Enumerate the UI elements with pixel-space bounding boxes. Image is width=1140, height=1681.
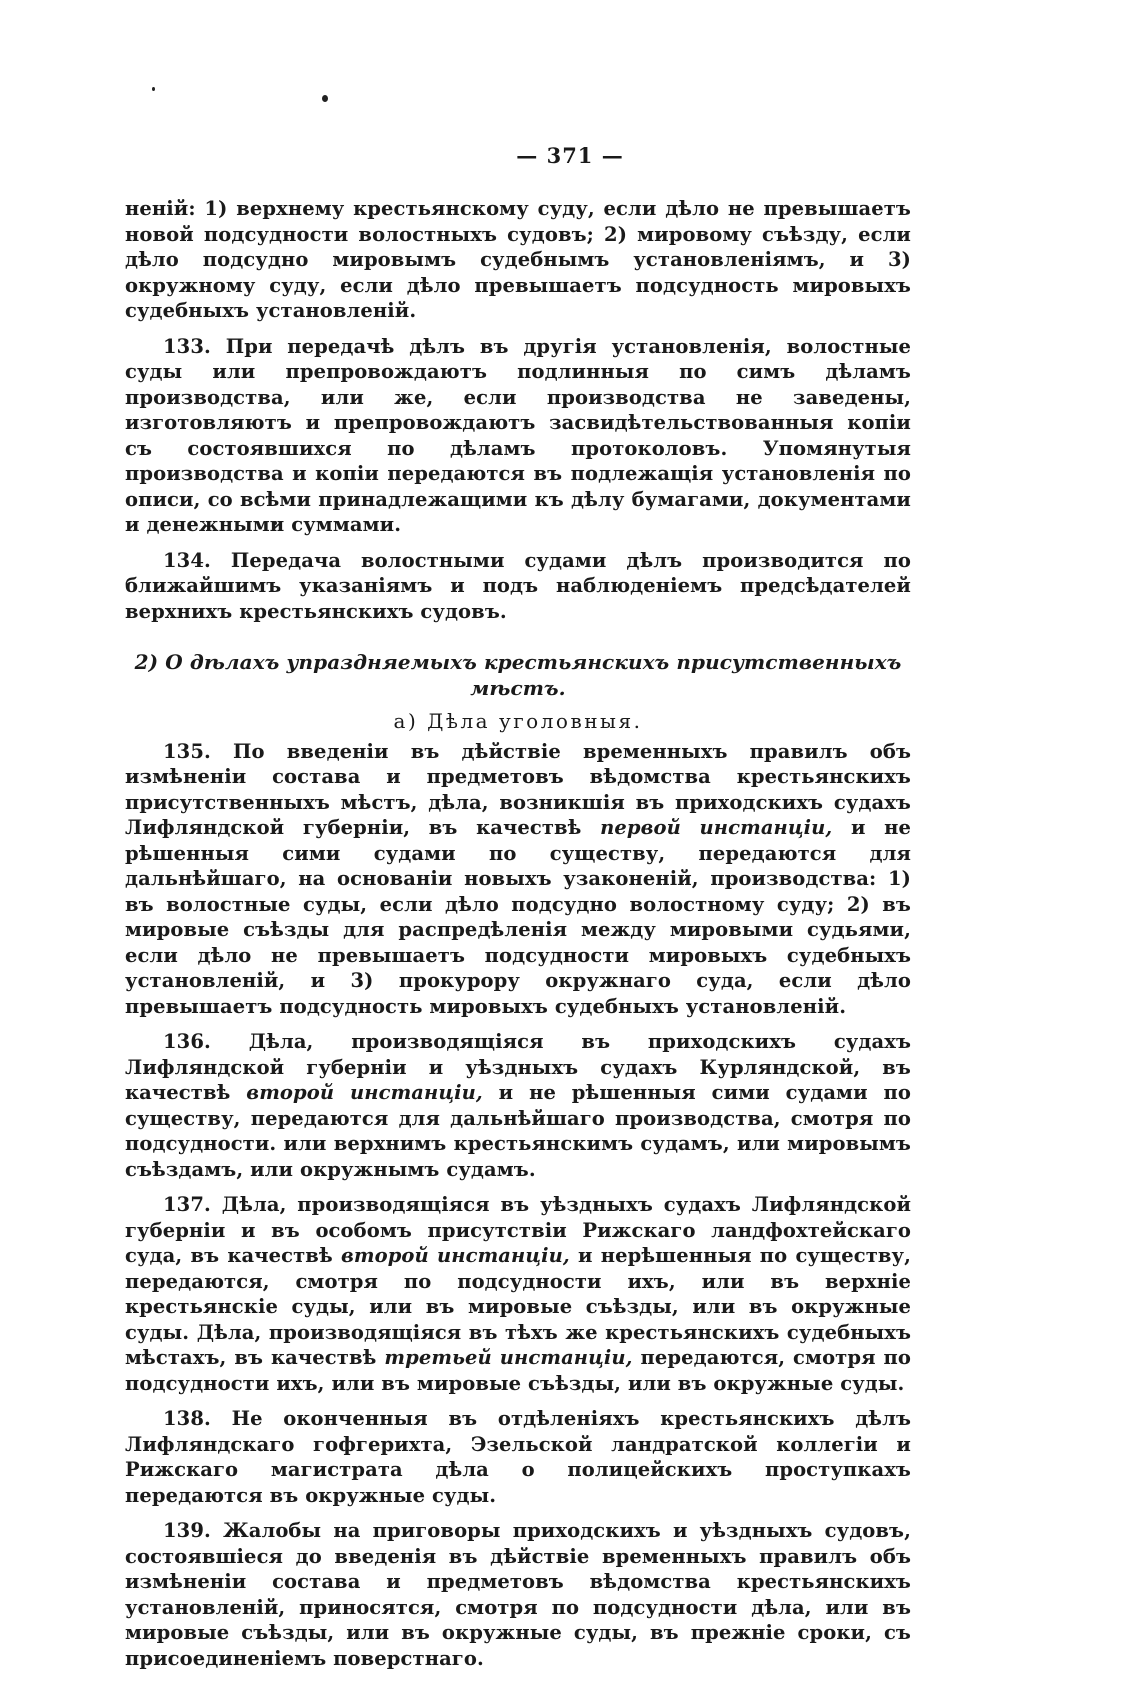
body-text bbox=[125, 196, 911, 1681]
article-136 bbox=[125, 1029, 911, 1182]
article-135 bbox=[125, 739, 911, 1020]
emphasized-text: второй инстанцiи, bbox=[246, 1081, 483, 1104]
emphasized-text: второй инстанцiи, bbox=[340, 1244, 570, 1267]
article-137 bbox=[125, 1192, 911, 1396]
article-139 bbox=[125, 1518, 911, 1671]
article-text: и не рѣшенныя сими судами по существу, передаются для дальнѣйшаго производства, смотря по подсудности. или верхнимъ крестьянскимъ судамъ, или мировымъ съѣздамъ, или окружнымъ судамъ. bbox=[125, 1081, 911, 1181]
article-number: 136. bbox=[163, 1030, 211, 1053]
subsection-heading: а) Дѣла уголовныя. bbox=[393, 709, 643, 733]
section-heading: 2) О дѣлахъ упраздняемыхъ крестьянскихъ присутственныхъ мѣстъ. bbox=[134, 650, 902, 700]
article-text: передаются, смотря по подсудности ихъ, или въ мировые съѣзды, или въ окружные суды. bbox=[125, 1346, 912, 1395]
article-text: Дѣла, производящiяся въ уѣздныхъ судахъ Лифляндской губернiи и въ особомъ присутствiи Рижскаго ландфохтейскаго суда, въ качествѣ bbox=[125, 1193, 912, 1267]
ink-speck bbox=[152, 87, 155, 91]
article-number: 139. bbox=[163, 1519, 211, 1542]
emphasized-text: первой инстанцiи, bbox=[600, 816, 833, 839]
article-text: и нерѣшенныя по существу, передаются, смотря по подсудности ихъ, или въ верхнiе крестьянскiе суды, или въ мировые съѣзды, или въ окружные суды. Дѣла, производящiяся въ тѣхъ же крестьянскихъ судебныхъ мѣстахъ, въ качествѣ bbox=[125, 1244, 911, 1369]
article-138 bbox=[125, 1406, 911, 1508]
article-text: Передача волостными судами дѣлъ производится по ближайшимъ указанiямъ и подъ наблюденiемъ предсѣдателей верхнихъ крестьянскихъ судовъ. bbox=[125, 548, 911, 623]
article-text: Жалобы на приговоры приходскихъ и уѣздныхъ судовъ, состоявшiеся до введенiя въ дѣйствiе временныхъ правилъ объ измѣненiи состава и предметовъ вѣдомства крестьянскихъ установленiй, приносятся, смотря по подсудности дѣла, или въ мировые съѣзды, или въ окружные суды, въ прежнiе сроки, съ присоединенiемъ поверстнаго. bbox=[125, 1519, 911, 1670]
article-number: 135. bbox=[163, 739, 211, 763]
continuation-paragraph bbox=[125, 196, 911, 324]
article-133 bbox=[125, 334, 911, 538]
article-number: 133. bbox=[163, 334, 211, 358]
article-text: Не оконченныя въ отдѣленiяхъ крестьянскихъ дѣлъ Лифляндскаго гофгерихта, Эзельской ландратской коллегiи и Рижскаго магистрата дѣла о полицейскихъ проступкахъ передаются въ окружные суды. bbox=[125, 1407, 912, 1507]
article-text: и не рѣшенныя сими судами по существу, передаются для дальнѣйшаго, на основанiи новыхъ узаконенiй, производства: 1) въ волостные суды, если дѣло подсудно волостному суду; 2) въ мировые съѣзды для распредѣленiя между мировыми судьями, если дѣло не превышаетъ подсудности мировыхъ судебныхъ установленiй, и 3) прокурору окружнаго суда, если дѣло превышаетъ подсудность мировыхъ судебныхъ установленiй. bbox=[125, 816, 911, 1018]
article-number: 134. bbox=[163, 548, 211, 572]
article-number: 137. bbox=[163, 1193, 211, 1216]
article-134 bbox=[125, 548, 911, 625]
ink-speck bbox=[322, 95, 328, 102]
article-number: 138. bbox=[163, 1407, 211, 1430]
article-text: Дѣла, производящiяся въ приходскихъ судахъ Лифляндской губернiи и уѣздныхъ судахъ Курляндской, въ качествѣ bbox=[125, 1030, 911, 1104]
article-text: По введенiи въ дѣйствiе временныхъ правилъ объ измѣненiи состава и предметовъ вѣдомства крестьянскихъ присутственныхъ мѣстъ, дѣла, возникшiя въ приходскихъ судахъ Лифляндской губернiи, въ качествѣ bbox=[125, 739, 912, 839]
emphasized-text: третьей инстанцiи, bbox=[384, 1346, 633, 1369]
continuation-text: ненiй: 1) верхнему крестьянскому суду, если дѣло не превышаетъ новой подсудности волостныхъ судовъ; 2) мировому съѣзду, если дѣло подсудно мировымъ судебнымъ установленiямъ, и 3) окружному суду, если дѣло превышаетъ подсудность мировыхъ судебныхъ установленiй. bbox=[125, 197, 911, 322]
article-text: При передачѣ дѣлъ въ другiя установленiя, волостные суды или препровождаютъ подлинныя по симъ дѣламъ производства, или же, если производства не заведены, изготовляютъ и препровождаютъ засвидѣтельствованныя копiи съ состоявшихся по дѣламъ протоколовъ. Упомянутыя производства и копiи передаются въ подлежащiя установленiя по описи, со всѣми принадлежащими къ дѣлу бумагами, документами и денежными суммами. bbox=[125, 334, 911, 536]
page-number: — 371 — bbox=[516, 143, 624, 168]
